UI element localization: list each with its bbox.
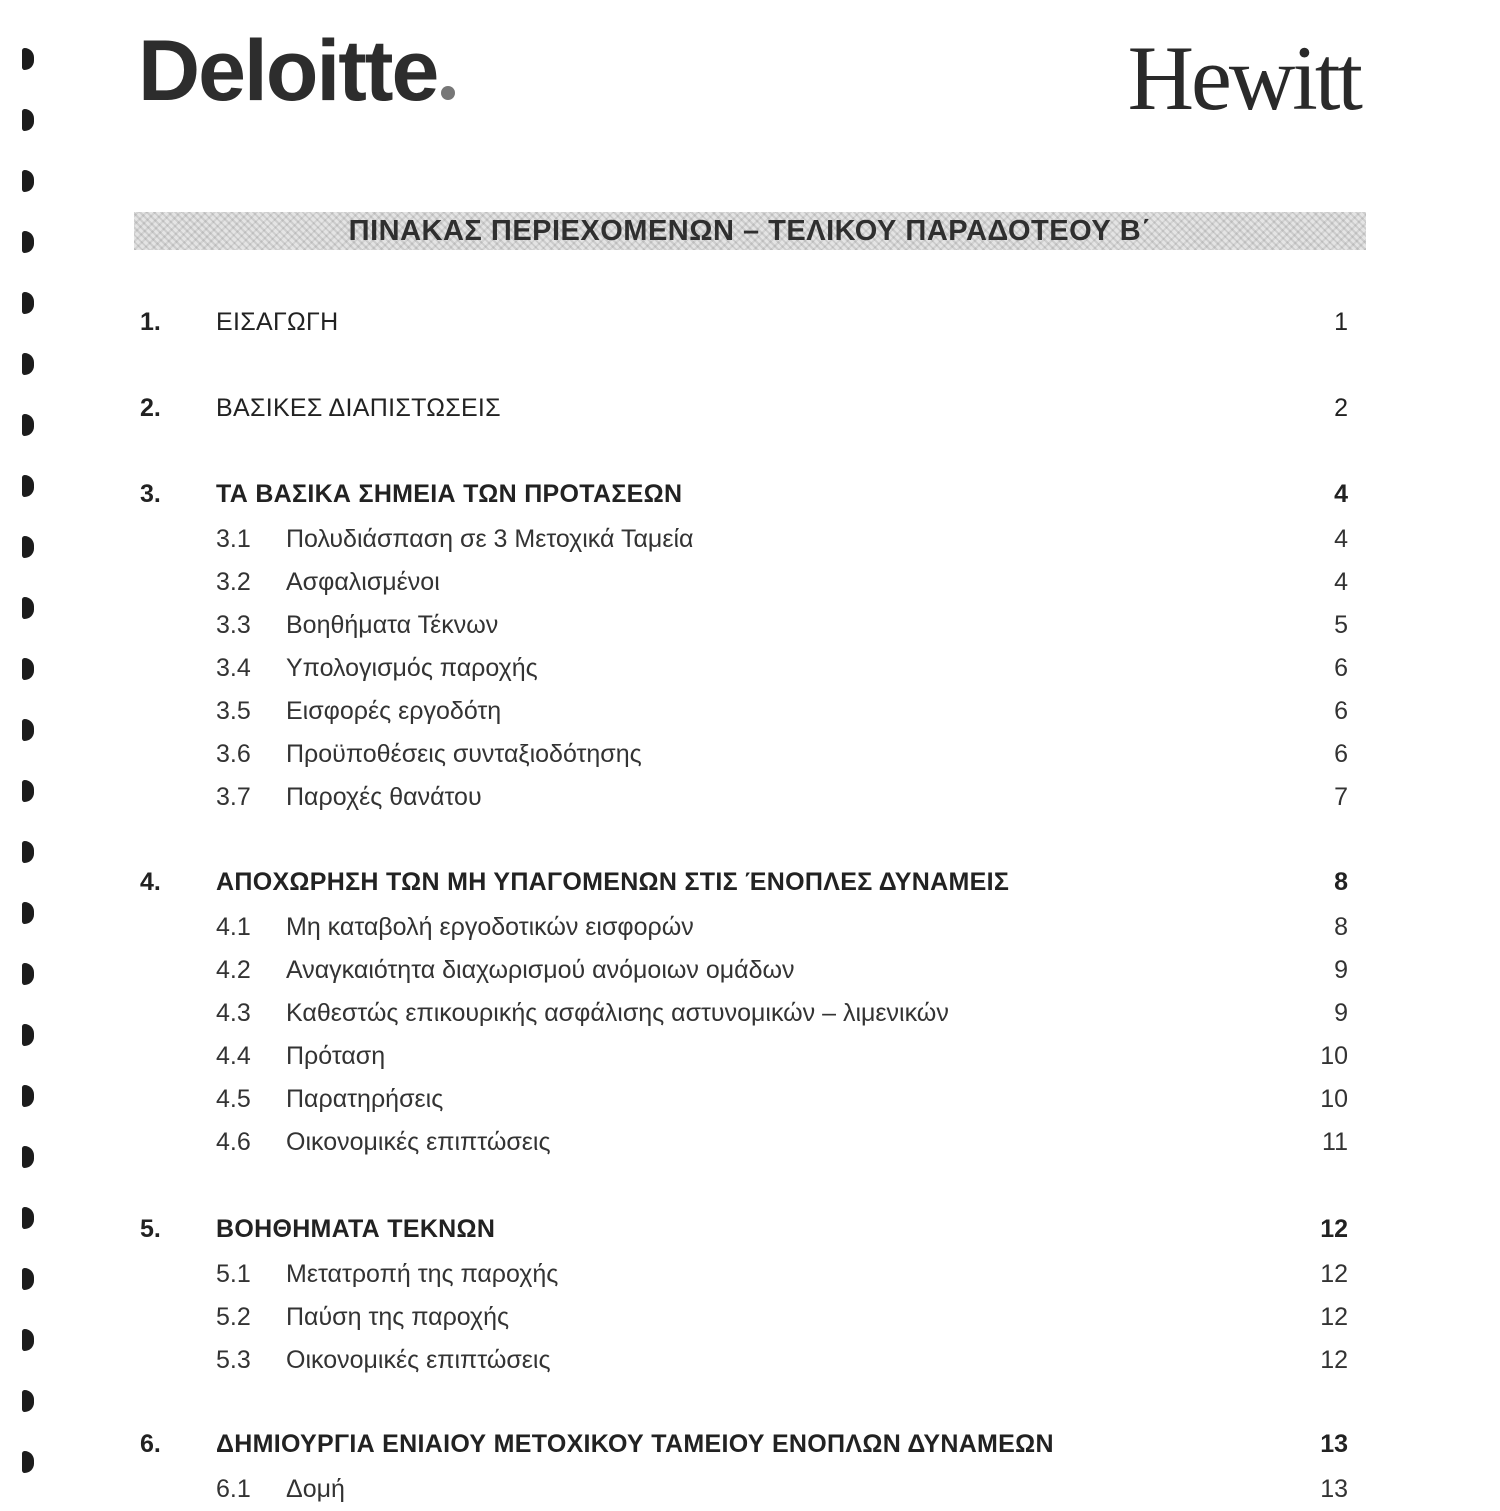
binder-hole-icon [22,841,34,863]
toc-subsection-page: 9 [1334,999,1348,1027]
toc-subsection-row [0,740,1500,776]
toc-subsection-page: 13 [1320,1475,1348,1503]
toc-subsection-page: 7 [1334,783,1348,811]
toc-section-row [0,308,1500,348]
toc-section-row [0,1215,1500,1255]
toc-subsection-row [0,1303,1500,1339]
toc-subsection-page: 12 [1320,1346,1348,1374]
toc-subsection-number: 3.1 [216,525,251,553]
binder-hole-icon [22,353,34,375]
toc-section-row [0,394,1500,434]
toc-section-title: ΤΑ ΒΑΣΙΚΑ ΣΗΜΕΙΑ ΤΩΝ ΠΡΟΤΑΣΕΩΝ [216,480,683,508]
toc-subsection-row [0,956,1500,992]
hewitt-logo: Hewitt [1127,27,1360,129]
binder-hole-icon [22,109,34,131]
toc-subsection-number: 3.2 [216,568,251,596]
toc-subsection-page: 6 [1334,654,1348,682]
toc-subsection-title: Αναγκαιότητα διαχωρισμού ανόμοιων ομάδων [286,956,795,984]
toc-subsection-title: Παρατηρήσεις [286,1085,444,1113]
toc-section-page: 12 [1320,1215,1348,1243]
toc-subsection-number: 3.3 [216,611,251,639]
toc-subsection-page: 12 [1320,1260,1348,1288]
binder-hole-icon [22,1390,34,1412]
toc-subsection-title: Πολυδιάσπαση σε 3 Μετοχικά Ταμεία [286,525,694,553]
toc-subsection-title: Βοηθήματα Τέκνων [286,611,499,639]
toc-subsection-page: 9 [1334,956,1348,984]
toc-section-row [0,1430,1500,1470]
toc-subsection-number: 3.6 [216,740,251,768]
toc-subsection-row [0,1260,1500,1296]
toc-section-title: ΕΙΣΑΓΩΓΗ [216,308,339,336]
toc-subsection-page: 10 [1320,1085,1348,1113]
toc-subsection-page: 8 [1334,913,1348,941]
toc-section-row [0,480,1500,520]
toc-subsection-row [0,1085,1500,1121]
toc-section-number: 6. [140,1430,161,1458]
toc-subsection-number: 4.2 [216,956,251,984]
toc-subsection-page: 5 [1334,611,1348,639]
toc-section-page: 8 [1334,868,1348,896]
toc-subsection-page: 6 [1334,697,1348,725]
toc-subsection-number: 3.4 [216,654,251,682]
toc-subsection-title: Οικονομικές επιπτώσεις [286,1128,551,1156]
toc-subsection-page: 6 [1334,740,1348,768]
toc-subsection-page: 4 [1334,568,1348,596]
toc-subsection-row [0,697,1500,733]
toc-section-page: 4 [1334,480,1348,508]
toc-subsection-number: 4.1 [216,913,251,941]
toc-subsection-title: Μετατροπή της παροχής [286,1260,559,1288]
binder-hole-icon [22,170,34,192]
binder-hole-icon [22,48,34,70]
toc-section-number: 2. [140,394,161,422]
toc-subsection-page: 11 [1322,1128,1348,1156]
toc-subsection-row [0,611,1500,647]
toc-section-number: 3. [140,480,161,508]
binder-hole-icon [22,231,34,253]
toc-section-number: 5. [140,1215,161,1243]
toc-subsection-row [0,1475,1500,1511]
toc-subsection-number: 6.1 [216,1475,251,1503]
toc-title: ΠΙΝΑΚΑΣ ΠΕΡΙΕΧΟΜΕΝΩΝ – ΤΕΛΙΚΟΥ ΠΑΡΑΔΟΤΕΟΥ Β΄ [348,214,1152,247]
toc-subsection-number: 4.6 [216,1128,251,1156]
toc-section-title: ΒΟΗΘΗΜΑΤΑ ΤΕΚΝΩΝ [216,1215,496,1243]
toc-subsection-number: 4.4 [216,1042,251,1070]
toc-subsection-number: 4.3 [216,999,251,1027]
toc-subsection-row [0,1128,1500,1164]
toc-subsection-title: Παύση της παροχής [286,1303,510,1331]
toc-section-page: 2 [1334,394,1348,422]
toc-subsection-row [0,1042,1500,1078]
toc-section-number: 1. [140,308,161,336]
toc-subsection-title: Οικονομικές επιπτώσεις [286,1346,551,1374]
toc-section-title: ΒΑΣΙΚΕΣ ΔΙΑΠΙΣΤΩΣΕΙΣ [216,394,501,422]
toc-subsection-title: Καθεστώς επικουρικής ασφάλισης αστυνομικών – λιμενικών [286,999,949,1027]
toc-subsection-row [0,654,1500,690]
toc-section-page: 13 [1320,1430,1348,1458]
toc-subsection-row [0,568,1500,604]
toc-section-title: ΑΠΟΧΩΡΗΣΗ ΤΩΝ ΜΗ ΥΠΑΓΟΜΕΝΩΝ ΣΤΙΣ ΈΝΟΠΛΕΣ ΔΥΝΑΜΕΙΣ [216,868,1010,896]
toc-section-title: ΔΗΜΙΟΥΡΓΙΑ ΕΝΙΑΙΟΥ ΜΕΤΟΧΙΚΟΥ ΤΑΜΕΙΟΥ ΕΝΟΠΛΩΝ ΔΥΝΑΜΕΩΝ [216,1430,1054,1458]
toc-section-row [0,868,1500,908]
toc-subsection-title: Προϋποθέσεις συνταξιοδότησης [286,740,642,768]
toc-subsection-row [0,783,1500,819]
toc-subsection-row [0,1346,1500,1382]
toc-title-band [134,212,1366,250]
toc-subsection-row [0,525,1500,561]
toc-subsection-page: 4 [1334,525,1348,553]
deloitte-logo: Deloitte [138,28,455,114]
toc-subsection-title: Ασφαλισμένοι [286,568,440,596]
toc-subsection-number: 5.2 [216,1303,251,1331]
toc-subsection-number: 5.3 [216,1346,251,1374]
toc-section-page: 1 [1334,308,1348,336]
toc-subsection-number: 3.7 [216,783,251,811]
toc-subsection-number: 3.5 [216,697,251,725]
toc-subsection-number: 5.1 [216,1260,251,1288]
toc-subsection-page: 10 [1320,1042,1348,1070]
toc-subsection-title: Εισφορές εργοδότη [286,697,502,725]
toc-subsection-title: Πρόταση [286,1042,386,1070]
toc-subsection-title: Παροχές θανάτου [286,783,482,811]
toc-subsection-row [0,999,1500,1035]
toc-subsection-row [0,913,1500,949]
toc-subsection-number: 4.5 [216,1085,251,1113]
toc-section-number: 4. [140,868,161,896]
toc-subsection-title: Δομή [286,1475,345,1503]
toc-subsection-page: 12 [1320,1303,1348,1331]
toc-subsection-title: Υπολογισμός παροχής [286,654,538,682]
toc-subsection-title: Μη καταβολή εργοδοτικών εισφορών [286,913,694,941]
